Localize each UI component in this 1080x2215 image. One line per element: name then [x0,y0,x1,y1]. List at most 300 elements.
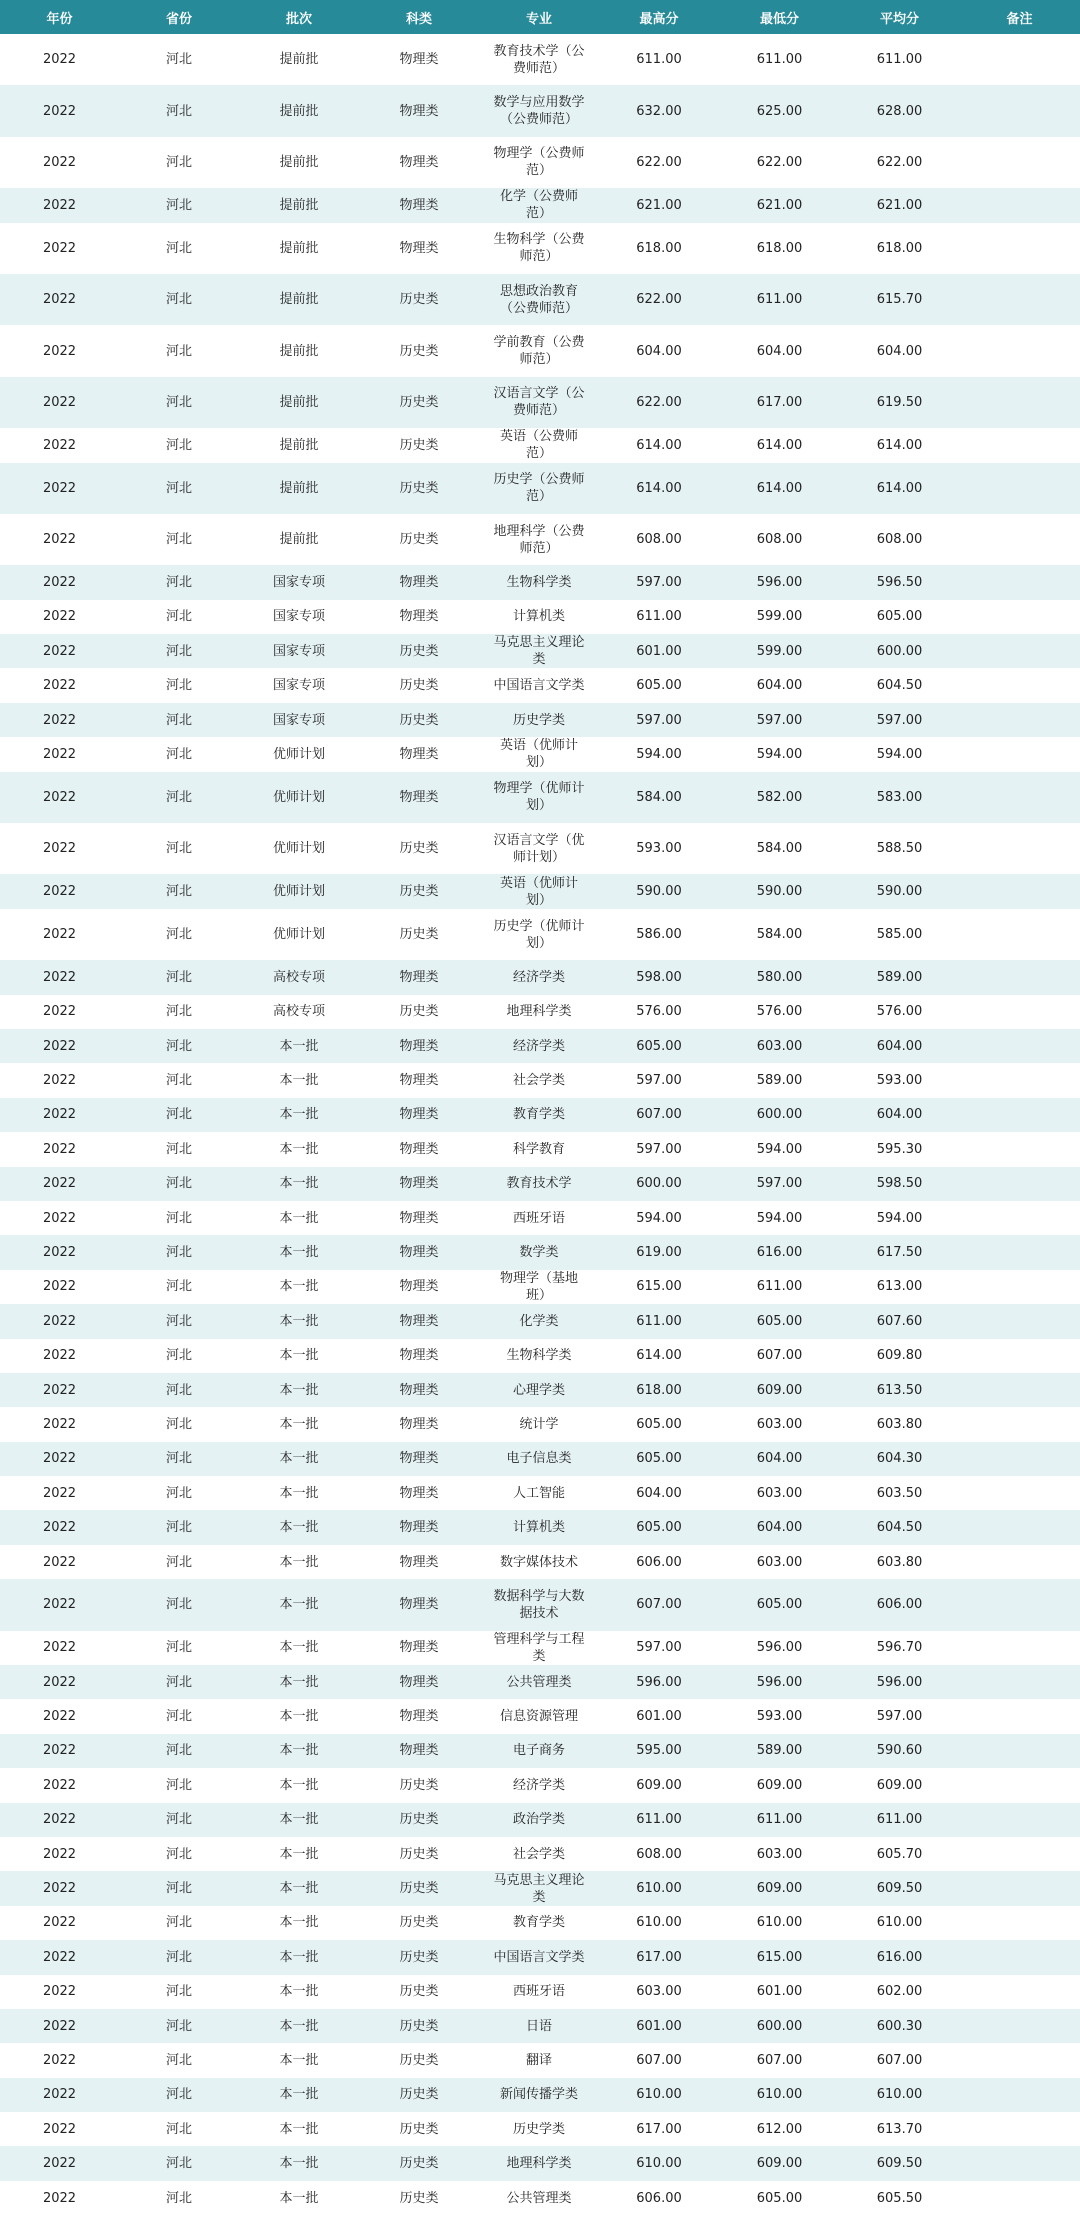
cell-max-score: 617.00 [636,2121,682,2137]
cell-avg-score: 617.50 [876,1245,923,1261]
cell-subject-type: 物理类 [399,1107,439,1123]
cell-remarks [959,1545,1080,1579]
cell-major: 经济学类 [512,1777,565,1793]
cell-avg-score: 603.50 [876,1485,923,1501]
cell-subject-type: 历史类 [399,712,439,728]
table-row [0,1871,1080,1905]
cell-max-score: 608.00 [636,1846,682,1862]
table-row [0,668,1080,702]
cell-min-score: 603.00 [756,1485,803,1501]
cell-batch: 本一批 [279,1743,319,1759]
table-row [0,1768,1080,1802]
cell-major: 人工智能 [512,1485,565,1501]
cell-subject-type: 物理类 [399,789,439,805]
cell-min-score: 597.00 [756,1176,803,1192]
cell-avg-score: 600.00 [876,643,923,659]
cell-max-score: 632.00 [636,103,682,119]
cell-batch: 优师计划 [272,746,325,762]
cell-remarks [959,1699,1080,1733]
header-province: 省份 [165,11,192,27]
cell-subject-type: 物理类 [399,1640,439,1656]
table-row [0,1665,1080,1699]
cell-year: 2022 [42,2121,77,2137]
cell-min-score: 594.00 [756,1210,803,1226]
cell-major: 政治学类 [512,1812,565,1828]
cell-batch: 本一批 [279,2190,319,2206]
cell-min-score: 596.00 [756,1640,803,1656]
cell-batch: 本一批 [279,1881,319,1897]
cell-year: 2022 [42,884,77,900]
cell-year: 2022 [42,1004,77,1020]
table-row [0,1132,1080,1166]
cell-min-score: 608.00 [756,532,803,548]
cell-min-score: 614.00 [756,437,803,453]
cell-year: 2022 [42,1915,77,1931]
cell-batch: 本一批 [279,1141,319,1157]
cell-max-score: 593.00 [636,841,682,857]
cell-avg-score: 596.00 [876,1674,923,1690]
cell-subject-type: 物理类 [399,1348,439,1364]
cell-min-score: 584.00 [756,841,803,857]
cell-batch: 本一批 [279,2053,319,2068]
table-row [0,34,1080,85]
cell-remarks [959,1029,1080,1063]
cell-batch: 本一批 [279,2156,319,2172]
table-row [0,703,1080,737]
cell-avg-score: 603.80 [876,1554,923,1570]
cell-min-score: 615.00 [756,1949,803,1965]
cell-remarks [959,823,1080,874]
cell-batch: 提前批 [279,343,319,359]
cell-subject-type: 物理类 [399,1176,439,1192]
cell-year: 2022 [42,532,77,548]
cell-batch: 高校专项 [272,969,325,985]
cell-year: 2022 [42,480,77,496]
table-row [0,1579,1080,1630]
cell-major: 社会学类 [512,1846,565,1862]
cell-major: 地理科学类 [506,2156,572,2172]
cell-max-score: 606.00 [636,2190,682,2206]
cell-remarks [959,737,1080,771]
cell-batch: 本一批 [279,1915,319,1931]
cell-subject-type: 历史类 [399,292,439,308]
table-row [0,274,1080,325]
cell-major: 公共管理类 [506,1674,572,1690]
cell-min-score: 617.00 [756,394,803,410]
cell-batch: 本一批 [279,1674,319,1690]
cell-subject-type: 历史类 [399,1881,439,1897]
cell-province: 河北 [165,884,192,900]
cell-max-score: 611.00 [636,1812,682,1828]
cell-max-score: 610.00 [636,2087,682,2103]
cell-max-score: 619.00 [636,1245,682,1261]
cell-batch: 提前批 [279,437,319,453]
cell-province: 河北 [165,1210,192,1226]
cell-remarks [959,1407,1080,1441]
cell-subject-type: 物理类 [399,1073,439,1089]
table-row [0,1837,1080,1871]
cell-year: 2022 [42,1141,77,1157]
cell-max-score: 576.00 [636,1004,682,1020]
cell-avg-score: 590.00 [876,884,923,900]
table-row [0,428,1080,462]
table-row [0,2146,1080,2180]
cell-year: 2022 [42,1640,77,1656]
cell-year: 2022 [42,1520,77,1536]
cell-min-score: 596.00 [756,574,803,590]
cell-province: 河北 [165,969,192,985]
cell-remarks [959,1373,1080,1407]
cell-remarks [959,223,1080,274]
cell-province: 河北 [165,2190,192,2206]
cell-subject-type: 历史类 [399,1812,439,1828]
table-row [0,463,1080,514]
cell-subject-type: 历史类 [399,1846,439,1862]
cell-avg-score: 589.00 [876,969,923,985]
cell-major: 管理科学与工程类 [493,1631,585,1664]
cell-min-score: 609.00 [756,1881,803,1897]
cell-province: 河北 [165,343,192,359]
cell-min-score: 621.00 [756,197,803,213]
cell-subject-type: 物理类 [399,1279,439,1295]
table-row [0,874,1080,908]
cell-batch: 本一批 [279,1210,319,1226]
header-avg-score: 平均分 [879,11,919,27]
cell-year: 2022 [42,1073,77,1089]
table-body [0,34,1080,2215]
cell-remarks [959,600,1080,634]
cell-major: 中国语言文学类 [493,678,585,694]
cell-max-score: 605.00 [636,1451,682,1467]
cell-year: 2022 [42,197,77,213]
cell-min-score: 590.00 [756,884,803,900]
cell-avg-score: 585.00 [876,927,923,942]
table-row [0,634,1080,668]
cell-max-score: 603.00 [636,1984,682,2000]
cell-subject-type: 物理类 [399,240,439,256]
cell-max-score: 604.00 [636,1485,682,1501]
table-row [0,772,1080,823]
cell-max-score: 610.00 [636,2156,682,2172]
table-row [0,2078,1080,2112]
cell-max-score: 621.00 [636,197,682,213]
cell-max-score: 595.00 [636,1743,682,1759]
cell-subject-type: 物理类 [399,1554,439,1570]
cell-max-score: 618.00 [636,1382,682,1398]
cell-province: 河北 [165,1554,192,1570]
cell-subject-type: 物理类 [399,1245,439,1261]
cell-batch: 本一批 [279,1176,319,1192]
cell-min-score: 611.00 [756,1812,803,1828]
table-row [0,1201,1080,1235]
cell-province: 河北 [165,712,192,728]
cell-remarks [959,1063,1080,1097]
cell-remarks [959,1803,1080,1837]
cell-subject-type: 历史类 [399,2121,439,2137]
cell-avg-score: 611.00 [876,52,923,68]
cell-major: 社会学类 [512,1073,565,1089]
cell-province: 河北 [165,1812,192,1828]
cell-batch: 本一批 [279,2087,319,2103]
cell-avg-score: 613.00 [876,1279,923,1295]
cell-avg-score: 604.00 [876,1107,923,1123]
cell-subject-type: 历史类 [399,678,439,694]
cell-remarks [959,1579,1080,1630]
cell-remarks [959,1339,1080,1373]
cell-province: 河北 [165,1451,192,1467]
cell-max-score: 622.00 [636,394,682,410]
cell-remarks [959,463,1080,514]
cell-max-score: 614.00 [636,1348,682,1364]
header-remarks: 备注 [1006,11,1033,27]
cell-batch: 本一批 [279,1279,319,1295]
cell-batch: 提前批 [279,197,319,213]
cell-max-score: 584.00 [636,789,682,805]
table-row [0,137,1080,188]
cell-avg-score: 604.50 [876,1520,923,1536]
cell-year: 2022 [42,1382,77,1398]
cell-batch: 国家专项 [272,609,325,625]
cell-year: 2022 [42,343,77,359]
cell-max-score: 597.00 [636,1640,682,1656]
cell-remarks [959,2009,1080,2043]
cell-max-score: 611.00 [636,609,682,625]
cell-major: 中国语言文学类 [493,1949,585,1965]
cell-major: 数学与应用数学（公费师范） [493,95,585,128]
table-row [0,223,1080,274]
cell-min-score: 589.00 [756,1743,803,1759]
cell-batch: 优师计划 [272,841,325,857]
cell-min-score: 605.00 [756,1313,803,1329]
cell-province: 河北 [165,480,192,496]
cell-year: 2022 [42,2190,77,2206]
cell-major: 化学类 [519,1313,559,1329]
cell-max-score: 604.00 [636,343,682,359]
cell-remarks [959,565,1080,599]
cell-batch: 提前批 [279,480,319,496]
cell-year: 2022 [42,1597,77,1613]
cell-batch: 本一批 [279,1846,319,1862]
cell-major: 公共管理类 [506,2190,572,2206]
table-row [0,1270,1080,1304]
cell-year: 2022 [42,789,77,805]
cell-province: 河北 [165,1709,192,1725]
cell-max-score: 607.00 [636,2053,682,2068]
cell-remarks [959,1476,1080,1510]
cell-year: 2022 [42,1451,77,1467]
table-row [0,1167,1080,1201]
cell-avg-score: 611.00 [876,1812,923,1828]
cell-major: 心理学类 [512,1382,565,1398]
cell-subject-type: 历史类 [399,2156,439,2172]
cell-year: 2022 [42,643,77,659]
cell-max-score: 611.00 [636,52,682,68]
cell-avg-score: 604.30 [876,1451,923,1467]
cell-major: 物理学（基地班） [499,1270,578,1303]
cell-province: 河北 [165,1313,192,1329]
cell-major: 地理科学（公费师范） [493,523,585,556]
cell-subject-type: 历史类 [399,2087,439,2103]
cell-avg-score: 605.70 [876,1846,923,1862]
cell-major: 数据科学与大数据技术 [493,1588,585,1621]
table-row [0,1339,1080,1373]
cell-major: 经济学类 [512,969,565,985]
cell-province: 河北 [165,1245,192,1261]
cell-year: 2022 [42,1416,77,1432]
cell-min-score: 604.00 [756,1520,803,1536]
cell-subject-type: 物理类 [399,1520,439,1536]
cell-max-score: 617.00 [636,1949,682,1965]
cell-major: 物理学（优师计划） [493,781,585,814]
table-row [0,1940,1080,1974]
cell-avg-score: 603.80 [876,1416,923,1432]
cell-avg-score: 597.00 [876,712,923,728]
cell-year: 2022 [42,841,77,857]
table-row [0,1631,1080,1665]
cell-avg-score: 605.50 [876,2190,923,2206]
cell-avg-score: 597.00 [876,1709,923,1725]
cell-major: 教育学类 [512,1915,565,1931]
cell-province: 河北 [165,292,192,308]
cell-province: 河北 [165,154,192,170]
cell-max-score: 594.00 [636,1210,682,1226]
table-row [0,1029,1080,1063]
cell-province: 河北 [165,1640,192,1656]
cell-province: 河北 [165,609,192,625]
table-row [0,1476,1080,1510]
cell-major: 数学类 [519,1245,559,1261]
cell-major: 历史学（公费师范） [493,472,585,505]
cell-major: 计算机类 [512,609,565,625]
cell-avg-score: 610.00 [876,2087,923,2103]
cell-major: 汉语言文学（优师计划） [493,832,585,865]
cell-remarks [959,325,1080,376]
cell-province: 河北 [165,2156,192,2172]
cell-batch: 本一批 [279,1451,319,1467]
cell-province: 河北 [165,1881,192,1897]
cell-max-score: 605.00 [636,1416,682,1432]
cell-remarks [959,1270,1080,1304]
cell-batch: 本一批 [279,1107,319,1123]
cell-remarks [959,1304,1080,1338]
cell-min-score: 611.00 [756,52,803,68]
table-row [0,995,1080,1029]
cell-avg-score: 593.00 [876,1073,923,1089]
cell-min-score: 594.00 [756,746,803,762]
header-min-score: 最低分 [759,11,799,27]
cell-year: 2022 [42,437,77,453]
cell-year: 2022 [42,1485,77,1501]
cell-province: 河北 [165,789,192,805]
cell-province: 河北 [165,1984,192,2000]
cell-avg-score: 621.00 [876,197,923,213]
table-row [0,377,1080,428]
cell-remarks [959,1734,1080,1768]
cell-batch: 提前批 [279,292,319,308]
cell-batch: 本一批 [279,1038,319,1054]
cell-batch: 提前批 [279,532,319,548]
cell-batch: 本一批 [279,1416,319,1432]
cell-subject-type: 物理类 [399,103,439,119]
cell-province: 河北 [165,1949,192,1965]
cell-subject-type: 历史类 [399,2018,439,2034]
cell-year: 2022 [42,240,77,256]
header-subject-type: 科类 [405,11,432,27]
cell-max-score: 601.00 [636,1709,682,1725]
cell-avg-score: 619.50 [876,394,923,410]
cell-major: 历史学类 [512,2121,565,2137]
cell-batch: 优师计划 [272,927,325,942]
cell-year: 2022 [42,1949,77,1965]
cell-avg-score: 606.00 [876,1597,923,1613]
cell-max-score: 596.00 [636,1674,682,1690]
cell-province: 河北 [165,1416,192,1432]
cell-year: 2022 [42,1279,77,1295]
cell-subject-type: 历史类 [399,1984,439,2000]
cell-province: 河北 [165,2018,192,2034]
cell-avg-score: 604.50 [876,678,923,694]
cell-major: 西班牙语 [512,1210,565,1226]
cell-year: 2022 [42,1348,77,1364]
cell-province: 河北 [165,2087,192,2103]
cell-min-score: 593.00 [756,1709,803,1725]
cell-major: 历史学（优师计划） [493,918,585,951]
cell-min-score: 594.00 [756,1141,803,1157]
cell-max-score: 609.00 [636,1777,682,1793]
table-row [0,600,1080,634]
cell-province: 河北 [165,2121,192,2137]
cell-major: 化学（公费师范） [499,189,578,222]
cell-min-score: 600.00 [756,2018,803,2034]
cell-avg-score: 583.00 [876,789,923,805]
cell-subject-type: 物理类 [399,1382,439,1398]
cell-province: 河北 [165,1176,192,1192]
cell-subject-type: 物理类 [399,1313,439,1329]
cell-province: 河北 [165,1382,192,1398]
cell-batch: 提前批 [279,394,319,410]
cell-min-score: 616.00 [756,1245,803,1261]
cell-batch: 本一批 [279,1640,319,1656]
table-row [0,1906,1080,1940]
cell-major: 学前教育（公费师范） [493,335,585,368]
cell-year: 2022 [42,2087,77,2103]
cell-max-score: 614.00 [636,437,682,453]
cell-subject-type: 物理类 [399,746,439,762]
cell-min-score: 605.00 [756,1597,803,1613]
cell-max-score: 611.00 [636,1313,682,1329]
cell-remarks [959,514,1080,565]
cell-subject-type: 历史类 [399,480,439,496]
cell-major: 经济学类 [512,1038,565,1054]
cell-min-score: 599.00 [756,609,803,625]
cell-max-score: 605.00 [636,1520,682,1536]
cell-year: 2022 [42,1038,77,1054]
cell-max-score: 590.00 [636,884,682,900]
cell-max-score: 601.00 [636,2018,682,2034]
cell-avg-score: 590.60 [876,1743,923,1759]
cell-subject-type: 历史类 [399,394,439,410]
cell-avg-score: 604.00 [876,343,923,359]
cell-major: 统计学 [519,1416,559,1432]
cell-major: 思想政治教育（公费师范） [499,283,578,316]
table-row [0,85,1080,136]
table-row [0,737,1080,771]
header-batch: 批次 [285,11,312,27]
cell-max-score: 597.00 [636,1073,682,1089]
cell-remarks [959,1167,1080,1201]
cell-remarks [959,428,1080,462]
cell-avg-score: 598.50 [876,1176,923,1192]
